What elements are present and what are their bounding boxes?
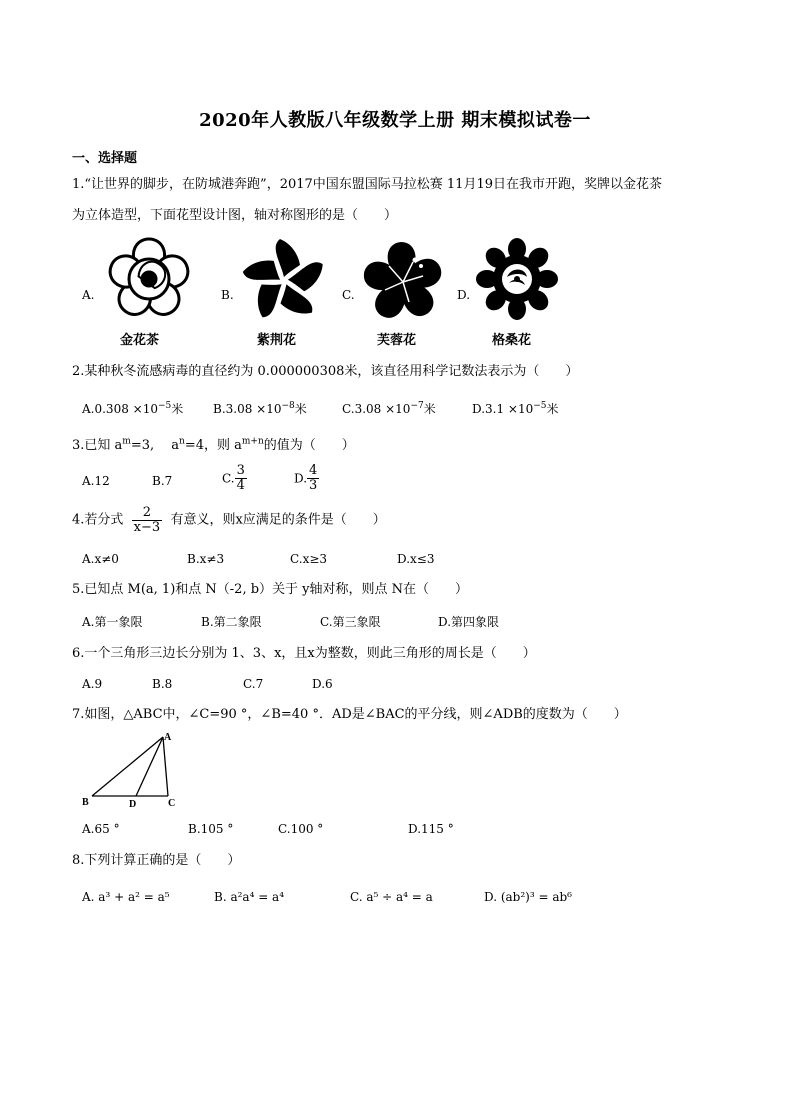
- q5-option-d: D.第四象限: [438, 615, 500, 629]
- label-b: B: [82, 797, 89, 808]
- question-7-stem: 7.如图，△ABC中，∠C=90 °，∠B=40 °．AD是∠BAC的平分线，则∠ADB的度数为（ ）: [72, 707, 627, 722]
- question-5-stem: 5.已知点 M(a, 1)和点 N（-2, b）关于 y轴对称，则点 N在（ ）: [72, 582, 469, 597]
- segment-ab: [92, 737, 163, 796]
- q5-option-c: C.第三象限: [320, 615, 381, 629]
- q3-option-b: B.7: [152, 474, 173, 488]
- question-4-stem: 4.若分式 $\frac{2}{x-3}$ 有意义，则x应满足的条件是（ ）: [72, 505, 386, 535]
- camellia-flower-icon: [103, 235, 195, 323]
- q8-option-d: D. (ab²)³ = ab⁶: [484, 890, 572, 904]
- q4-option-a: A.x≠0: [82, 552, 119, 566]
- q1-option-a-caption: 金花茶: [120, 333, 160, 348]
- segment-ad: [136, 737, 163, 796]
- question-3-stem: 3.已知 $a^m=3$, $a^n=4$，则 $a^{m+n}$的值为（ ）: [72, 436, 355, 453]
- q4-option-b: B.x≠3: [187, 552, 225, 566]
- q5-option-a: A.第一象限: [82, 615, 143, 629]
- gesang-flower-icon: [474, 236, 560, 322]
- label-d: D: [129, 799, 137, 810]
- question-1-line-1: 1.“让世界的脚步，在防城港奔跑”，2017中国东盟国际马拉松赛 11月19日在我市开跑，奖牌以金花茶: [72, 177, 662, 192]
- question-2-stem: 2.某种秋冬流感病毒的直径约为 0.000000308米，该直径用科学记数法表示为（ ）: [72, 364, 579, 379]
- q4-option-c: C.x≥3: [290, 552, 328, 566]
- question-1-line-2: 为立体造型，下面花型设计图，轴对称图形的是（ ）: [72, 208, 398, 223]
- q7-option-a: A.65 °: [82, 822, 120, 836]
- q6-option-c: C.7: [243, 677, 264, 691]
- q1-option-b-caption: 紫荆花: [257, 333, 297, 348]
- page-title: 2020年人教版八年级数学上册 期末模拟试卷一: [199, 110, 591, 131]
- q3-option-a: A.12: [82, 474, 110, 488]
- q7-option-c: C.100 °: [278, 822, 324, 836]
- hibiscus-flower-icon: [360, 238, 446, 322]
- q8-option-b: B. a²a⁴ = a⁴: [214, 890, 285, 904]
- q1-option-b-letter: B.: [221, 288, 234, 302]
- section-heading: 一、选择题: [72, 151, 138, 166]
- triangle-abc-figure: [80, 728, 190, 812]
- q6-option-d: D.6: [312, 677, 333, 691]
- label-a: A: [164, 732, 172, 743]
- q7-option-b: B.105 °: [188, 822, 234, 836]
- q8-option-a: A. a³ + a² = a⁵: [82, 890, 170, 904]
- q1-option-c-letter: C.: [342, 288, 355, 302]
- q8-option-c: C. a⁵ ÷ a⁴ = a: [350, 890, 433, 904]
- segment-ac: [163, 737, 168, 796]
- q1-option-d-caption: 格桑花: [492, 333, 532, 348]
- bauhinia-flower-icon: [240, 237, 328, 325]
- q7-option-d: D.115 °: [408, 822, 454, 836]
- q2-option-c: $C.3.08 \times 10^{-7}$米: [342, 401, 436, 416]
- q6-option-a: A.9: [82, 677, 103, 691]
- q1-option-a-letter: A.: [82, 288, 95, 302]
- q2-option-d: $D.3.1 \times 10^{-5}$米: [472, 401, 559, 416]
- q1-option-d-letter: D.: [457, 288, 471, 302]
- q2-option-a: $A.0.308 \times 10^{-5}$米: [82, 401, 184, 416]
- q2-option-b: $B.3.08 \times 10^{-8}$米: [213, 401, 307, 416]
- q6-option-b: B.8: [152, 677, 173, 691]
- question-6-stem: 6.一个三角形三边长分别为 1、3、x，且x为整数，则此三角形的周长是（ ）: [72, 646, 536, 661]
- q1-option-c-caption: 芙蓉花: [377, 333, 417, 348]
- q4-option-d: D.x≤3: [397, 552, 435, 566]
- q3-option-c: C. $\frac{3}{4}$: [222, 463, 245, 493]
- question-8-stem: 8.下列计算正确的是（ ）: [72, 853, 241, 868]
- q3-option-d: D. $\frac{4}{3}$: [294, 463, 318, 493]
- q5-option-b: B.第二象限: [201, 615, 262, 629]
- label-c: C: [168, 798, 176, 809]
